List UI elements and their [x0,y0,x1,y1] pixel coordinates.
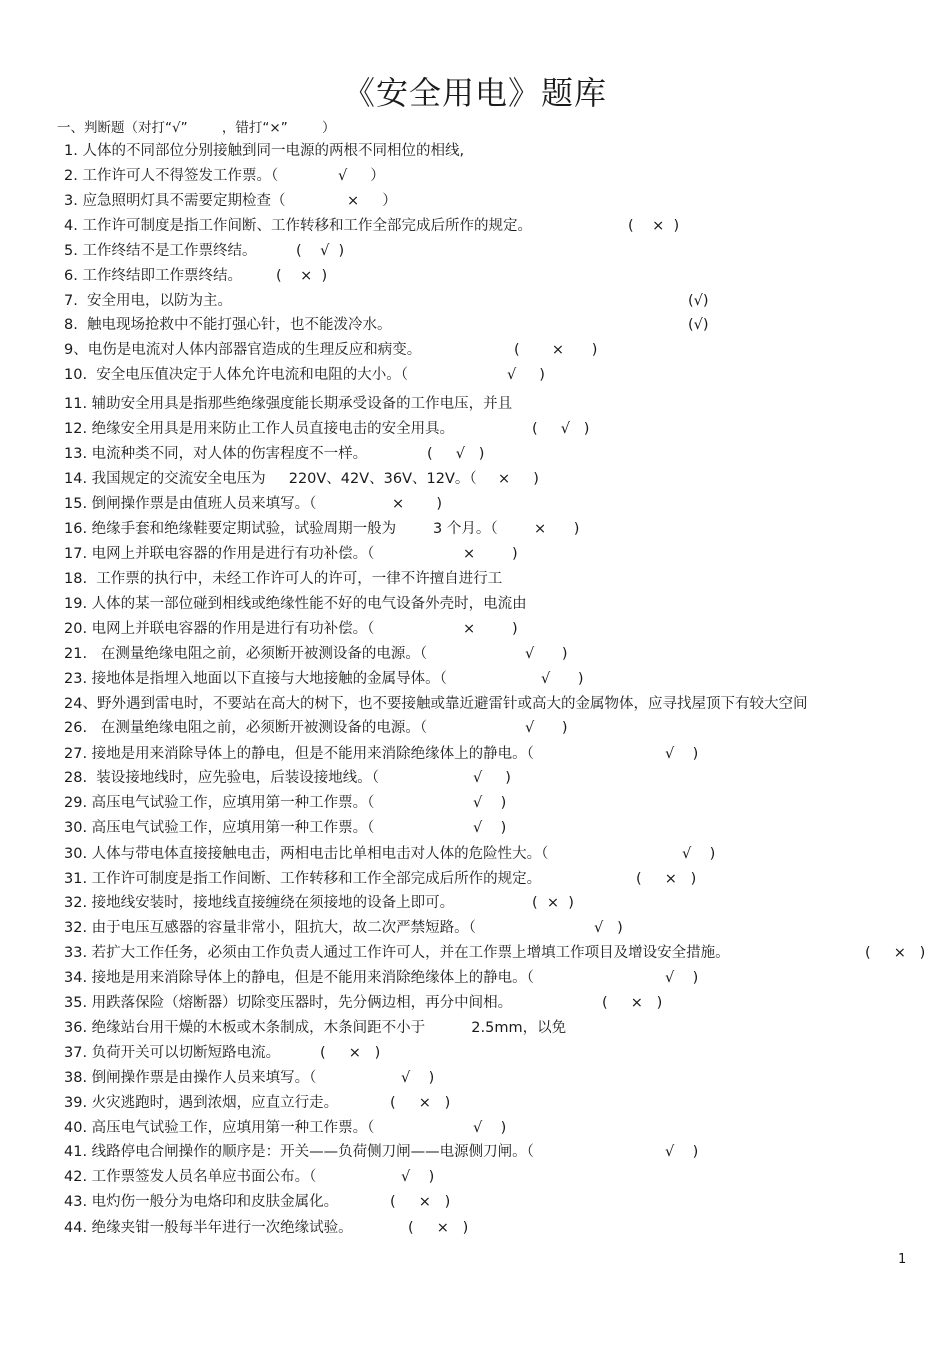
question-text: 35. 用跌落保险（熔断器）切除变压器时，先分俩边相，再分中间相。 [64,995,513,1011]
question-text: 32. 接地线安装时，接地线直接缠绕在须接地的设备上即可。 [64,895,455,911]
answer-mark: ( × ) [320,1045,381,1061]
page-title: 《安全用电》题库 [342,74,607,112]
question-text: 9、电伤是电流对人体内部器官造成的生理反应和病变。 [64,342,422,358]
question-text: 1. 人体的不同部位分别接触到同一电源的两根不同相位的相线, [64,143,465,159]
question-text: 42. 工作票签发人员名单应书面公布。（ [64,1169,317,1185]
answer-mark: ( × ) [390,1194,451,1210]
page-number: 1 [898,1252,907,1267]
question-text: 27. 接地是用来消除导体上的静电，但是不能用来消除绝缘体上的静电。（ [64,746,534,762]
question-text: 33. 若扩大工作任务，必须由工作负责人通过工作许可人，并在工作票上增填工作项目及增设安全措施。 [64,945,730,961]
question-text: 6. 工作终结即工作票终结。 [64,268,242,284]
answer-mark: × ) [498,471,539,487]
answer-mark: ( × ) [628,218,680,234]
answer-mark: √ ) [473,1120,507,1136]
question-text: 16. 绝缘手套和绝缘鞋要定期试验，试验周期一般为 3 个月。（ [64,521,498,537]
answer-mark: √ ) [401,1169,435,1185]
question-text: 13. 电流种类不同，对人体的伤害程度不一样。 [64,446,368,462]
question-text: 40. 高压电气试验工作，应填用第一种工作票。（ [64,1120,375,1136]
answer-mark: × ) [534,521,580,537]
question-text: 4. 工作许可制度是指工作间断、工作转移和工作全部完成后所作的规定。 [64,218,532,234]
question-text: 15. 倒闸操作票是由值班人员来填写。（ [64,496,317,512]
question-text: 41. 线路停电合闸操作的顺序是：开关——负荷侧刀闸——电源侧刀闸。（ [64,1144,534,1160]
question-text: 30. 高压电气试验工作，应填用第一种工作票。（ [64,820,375,836]
answer-mark: √ ) [525,646,568,662]
question-text: 14. 我国规定的交流安全电压为 220V、42V、36V、12V。（ [64,471,477,487]
question-text: 38. 倒闸操作票是由操作人员来填写。（ [64,1070,317,1086]
section-heading: 一、判断题（对打“√” ，错打“×” ） [57,120,336,136]
question-text: 8. 触电现场抢救中不能打强心针，也不能泼冷水。 [64,317,392,333]
question-text: 20. 电网上并联电容器的作用是进行有功补偿。（ [64,621,375,637]
answer-mark: ( × ) [532,895,574,911]
answer-mark: ( √ ) [296,243,345,259]
question-text: 21. 在测量绝缘电阻之前，必须断开被测设备的电源。（ [64,646,428,662]
question-text: 2. 工作许可人不得签发工作票。（ [64,168,279,184]
answer-mark: √ ) [473,820,507,836]
answer-mark: √ ) [401,1070,435,1086]
answer-mark: (√) [688,293,709,309]
answer-mark: √ ) [594,920,623,936]
answer-mark: √ ) [665,970,699,986]
question-text: 30. 人体与带电体直接接触电击，两相电击比单相电击对人体的危险性大。（ [64,846,549,862]
answer-mark: × ) [463,546,518,562]
question-text: 11. 辅助安全用具是指那些绝缘强度能长期承受设备的工作电压，并且 [64,396,513,412]
answer-mark: ( √ ) [532,421,590,437]
question-text: 24、野外遇到雷电时，不要站在高大的树下，也不要接触或靠近避雷针或高大的金属物体，应寻找屋顶下有较大空间 [64,696,808,712]
question-text: 34. 接地是用来消除导体上的静电，但是不能用来消除绝缘体上的静电。（ [64,970,534,986]
answer-mark: × ） [347,193,397,209]
answer-mark: ( × ) [865,945,926,961]
answer-mark: ( × ) [602,995,663,1011]
answer-mark: √ ） [338,168,385,184]
question-text: 29. 高压电气试验工作，应填用第一种工作票。（ [64,795,375,811]
answer-mark: √ ) [525,720,568,736]
answer-mark: √ ) [473,795,507,811]
question-text: 12. 绝缘安全用具是用来防止工作人员直接电击的安全用具。 [64,421,455,437]
answer-mark: ( × ) [636,871,697,887]
question-text: 37. 负荷开关可以切断短路电流。 [64,1045,281,1061]
answer-mark: √ ) [473,770,511,786]
question-text: 7. 安全用电，以防为主。 [64,293,233,309]
answer-mark: √ ) [541,671,584,687]
answer-mark: ( × ) [276,268,328,284]
question-text: 10. 安全电压值决定于人体允许电流和电阻的大小。（ [64,367,409,383]
answer-mark: √ ) [682,846,716,862]
question-text: 23. 接地体是指埋入地面以下直接与大地接触的金属导体。（ [64,671,447,687]
question-text: 32. 由于电压互感器的容量非常小，阻抗大，故二次严禁短路。（ [64,920,476,936]
question-text: 43. 电灼伤一般分为电烙印和皮肤金属化。 [64,1194,339,1210]
question-text: 5. 工作终结不是工作票终结。 [64,243,257,259]
answer-mark: √ ) [665,1144,699,1160]
answer-mark: (√) [688,317,709,333]
answer-mark: × ) [463,621,518,637]
answer-mark: ( × ) [408,1220,469,1236]
question-text: 3. 应急照明灯具不需要定期检查（ [64,193,286,209]
question-text: 28. 装设接地线时，应先验电，后装设接地线。（ [64,770,380,786]
question-text: 39. 火灾逃跑时，遇到浓烟，应直立行走。 [64,1095,339,1111]
answer-mark: ( × ) [514,342,598,358]
answer-mark: × ) [392,496,443,512]
question-text: 44. 绝缘夹钳一般每半年进行一次绝缘试验。 [64,1220,353,1236]
answer-mark: ( √ ) [427,446,485,462]
question-text: 18. 工作票的执行中，未经工作许可人的许可，一律不许擅自进行工 [64,571,503,587]
question-text: 36. 绝缘站台用干燥的木板或木条制成，木条间距不小于 2.5mm，以免 [64,1020,567,1036]
answer-mark: √ ) [665,746,699,762]
answer-mark: ( × ) [390,1095,451,1111]
question-text: 31. 工作许可制度是指工作间断、工作转移和工作全部完成后所作的规定。 [64,871,542,887]
question-text: 26. 在测量绝缘电阻之前，必须断开被测设备的电源。（ [64,720,428,736]
answer-mark: √ ) [507,367,545,383]
question-text: 17. 电网上并联电容器的作用是进行有功补偿。（ [64,546,375,562]
question-text: 19. 人体的某一部位碰到相线或绝缘性能不好的电气设备外壳时，电流由 [64,596,527,612]
